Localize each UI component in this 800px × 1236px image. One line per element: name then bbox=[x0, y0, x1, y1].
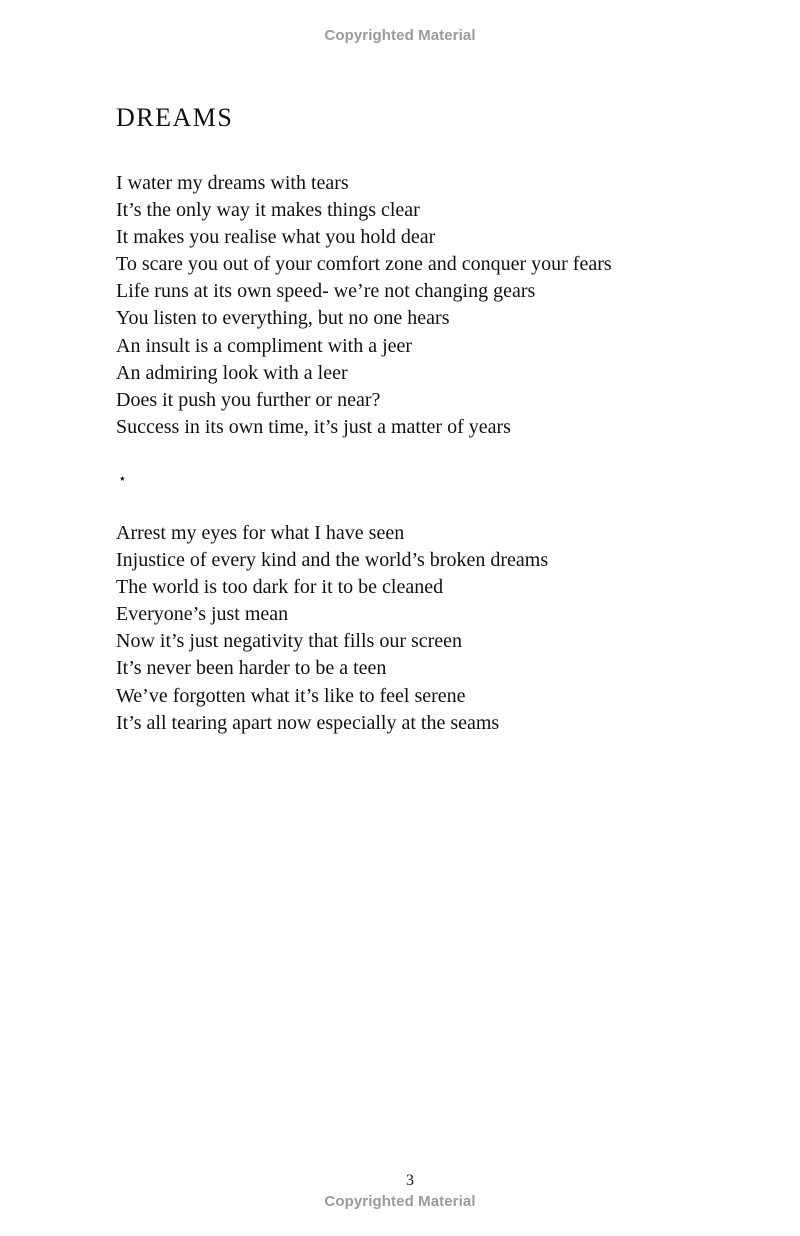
poem-line: Now it’s just negativity that fills our screen bbox=[116, 630, 463, 653]
copyright-watermark-bottom: Copyrighted Material bbox=[324, 1193, 476, 1210]
stanza-1 bbox=[116, 170, 756, 441]
poem-line: To scare you out of your comfort zone and conquer your fears bbox=[116, 253, 612, 276]
poem-line: Life runs at its own speed- we’re not changing gears bbox=[116, 280, 536, 303]
poem-line: The world is too dark for it to be cleaned bbox=[116, 576, 444, 599]
copyright-watermark-top: Copyrighted Material bbox=[324, 27, 476, 44]
poem-line: It’s the only way it makes things clear bbox=[116, 199, 420, 222]
poem-line: An admiring look with a leer bbox=[116, 361, 348, 384]
poem-line: Injustice of every kind and the world’s broken dreams bbox=[116, 549, 549, 572]
poem-line: An insult is a compliment with a jeer bbox=[116, 334, 413, 357]
star-separator-icon: ⋆ bbox=[118, 471, 127, 487]
poem-page bbox=[116, 100, 756, 737]
stanza-2 bbox=[116, 520, 756, 737]
poem-line: It’s never been harder to be a teen bbox=[116, 657, 387, 680]
poem-title: DREAMS bbox=[116, 103, 234, 132]
poem-line: Success in its own time, it’s just a matter of years bbox=[116, 415, 511, 438]
poem-line: I water my dreams with tears bbox=[116, 172, 349, 194]
poem-line: Does it push you further or near? bbox=[116, 388, 381, 411]
page-number: 3 bbox=[406, 1172, 414, 1189]
poem-line: It’s all tearing apart now especially at the seams bbox=[116, 711, 500, 734]
poem-line: Arrest my eyes for what I have seen bbox=[116, 521, 405, 544]
poem-line: It makes you realise what you hold dear bbox=[116, 226, 436, 249]
poem-line: You listen to everything, but no one hears bbox=[116, 307, 450, 330]
poem-line: Everyone’s just mean bbox=[116, 603, 289, 626]
poem-line: We’ve forgotten what it’s like to feel serene bbox=[116, 684, 466, 707]
